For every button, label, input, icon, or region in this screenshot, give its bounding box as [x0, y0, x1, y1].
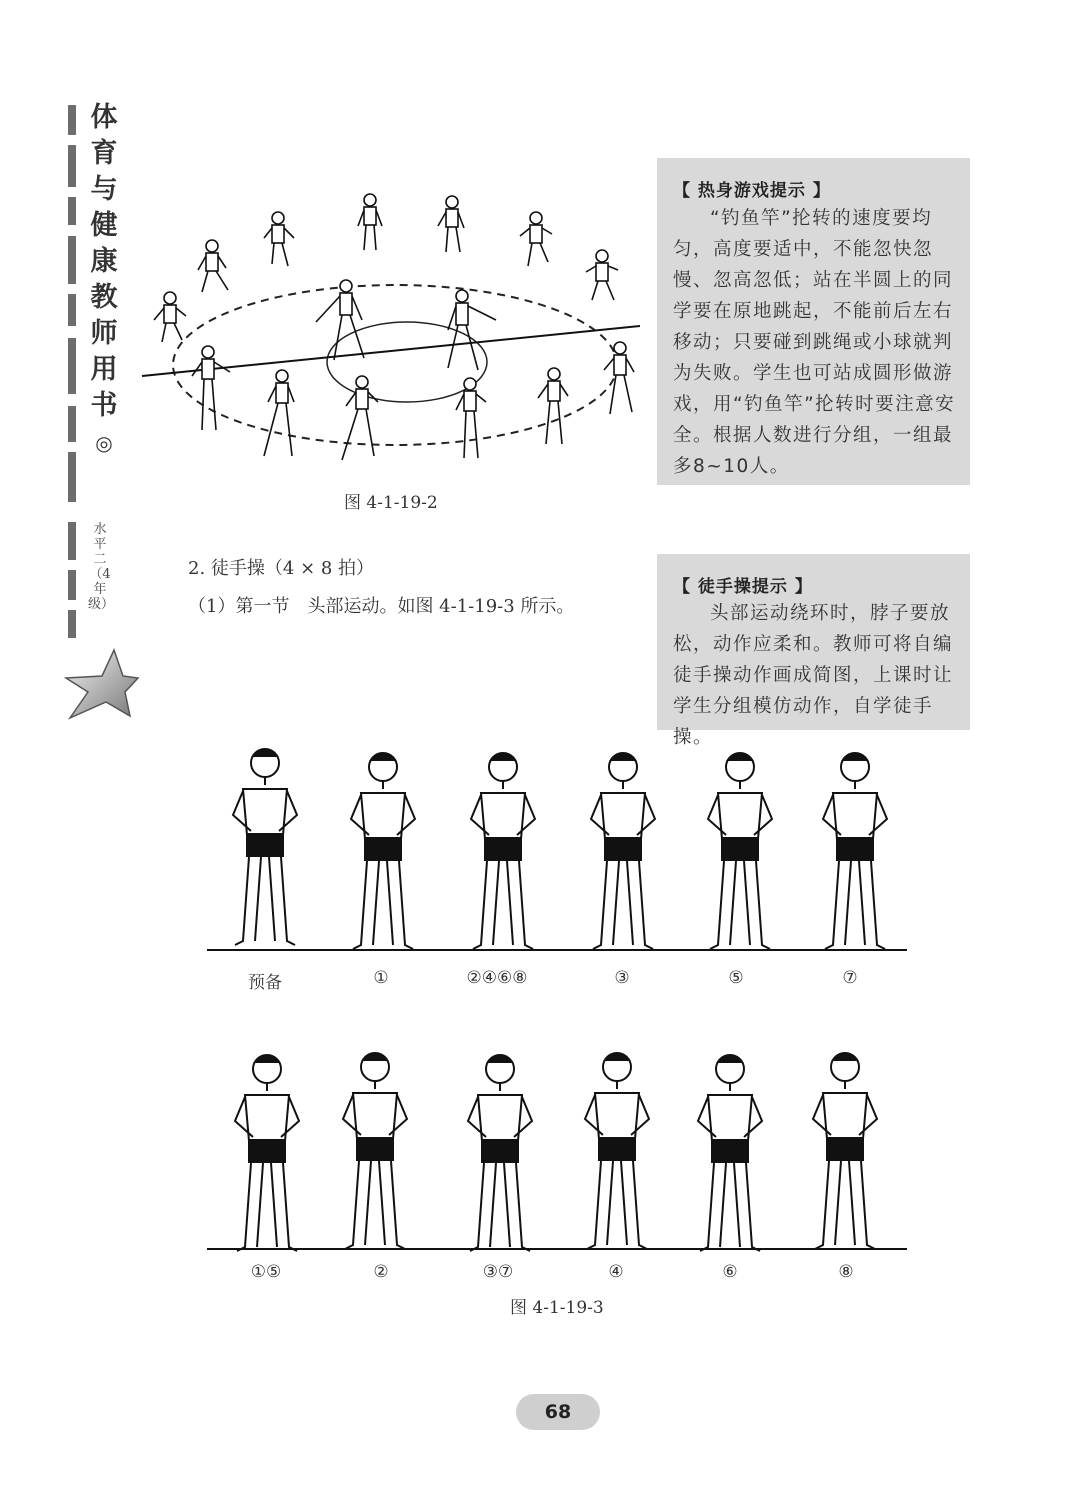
- exercise-tip-body: 头部运动绕环时，脖子要放松，动作应柔和。教师可将自编徒手操动作画成简图，上课时让学生分组模仿动作，自学徒手操。: [673, 603, 954, 748]
- exercise-tip-box: [657, 554, 970, 748]
- exercise-figures-row-2: [205, 1045, 910, 1260]
- pose-label: ④: [608, 1262, 624, 1282]
- figure-caption-2: 图 4-1-19-3: [510, 1298, 604, 1318]
- pose-label: ⑧: [838, 1262, 854, 1282]
- pose-label: ③⑦: [482, 1262, 514, 1282]
- title-mark: ◎: [95, 431, 113, 455]
- game-illustration: [140, 180, 650, 480]
- figure-caption-1: 图 4-1-19-2: [344, 493, 438, 513]
- pose-label: ①: [373, 968, 389, 988]
- book-title-text: 体育与健康教师用书: [90, 102, 118, 421]
- pose-label: ⑥: [722, 1262, 738, 1282]
- warmup-tip-title: 【 热身游戏提示 】: [673, 181, 831, 201]
- grade-level: 水平二（4年级）: [88, 522, 115, 612]
- warmup-tip-box: [657, 158, 970, 485]
- exercise-figures-row-1: [205, 745, 910, 960]
- pose-label: ②: [373, 1262, 389, 1282]
- pose-label: 预备: [248, 973, 282, 993]
- warmup-tip-body: “钓鱼竿”抡转的速度要均匀，高度要适中，不能忽快忽慢、忽高忽低；站在半圆上的同学要在原地跳起，不能前后左右移动；只要碰到跳绳或小球就判为失败。学生也可站成圆形做游戏，用“钓鱼竿”抡转时要注意安全。根据人数进行分组，一组最多8~10人。: [673, 208, 956, 477]
- page-number: 68: [516, 1394, 600, 1430]
- section-subheading: （1）第一节 头部运动。如图 4-1-19-3 所示。: [188, 596, 575, 617]
- pose-label: ⑦: [842, 968, 858, 988]
- pose-label: ①⑤: [250, 1262, 282, 1282]
- star-icon: [64, 648, 140, 720]
- book-title: [86, 100, 122, 461]
- pose-label: ⑤: [728, 968, 744, 988]
- exercise-tip-title: 【 徒手操提示 】: [673, 577, 813, 597]
- pose-label: ③: [614, 968, 630, 988]
- pose-label: ②④⑥⑧: [466, 968, 528, 988]
- section-heading: 2. 徒手操（4 × 8 拍）: [188, 558, 375, 579]
